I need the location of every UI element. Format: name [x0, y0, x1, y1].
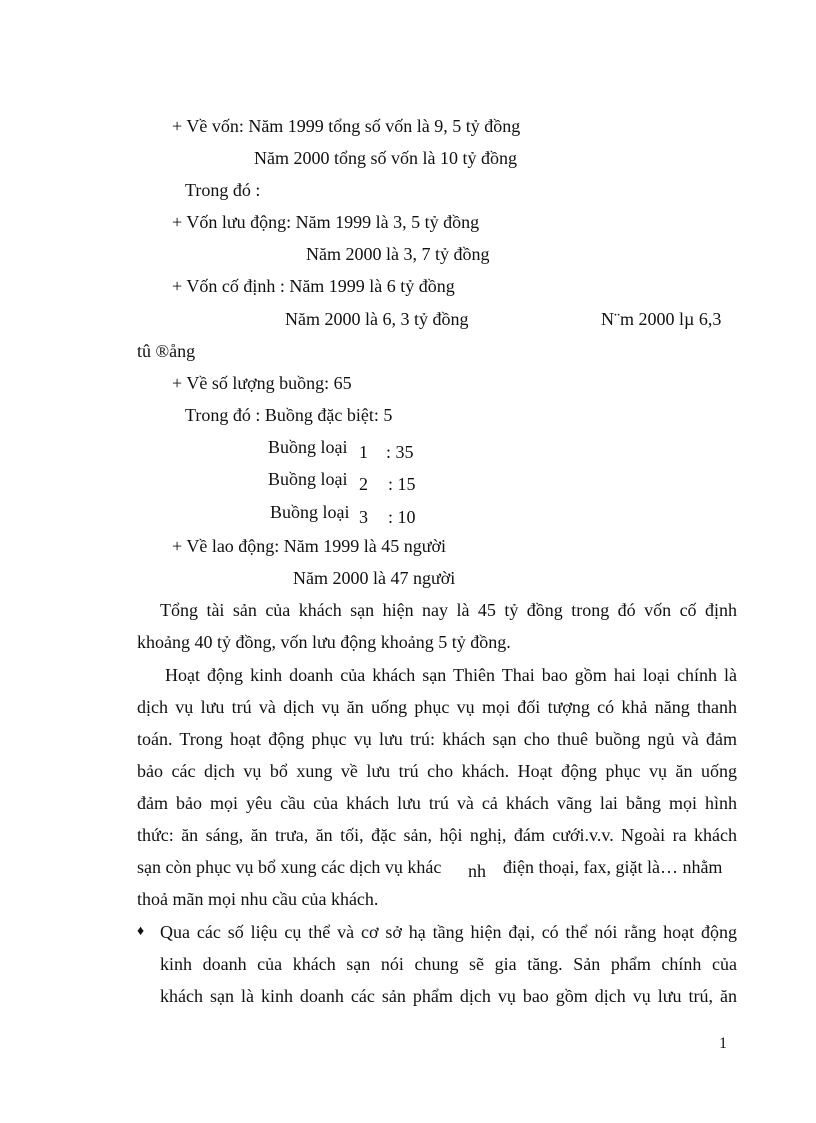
room-type-3-label: Buồng loại	[270, 502, 350, 522]
working-capital-1999: + Vốn lưu động: Năm 1999 là 3, 5 tỷ đồng	[172, 212, 480, 232]
business-line-7-fragment: nh	[468, 861, 486, 881]
fixed-capital-2000: Năm 2000 là 6, 3 tỷ đồng	[285, 309, 469, 329]
bullet-line-2: kinh doanh của khách sạn nói chung sẽ gia tăng. Sản phẩm chính của	[160, 954, 737, 974]
working-capital-2000: Năm 2000 là 3, 7 tỷ đồng	[306, 244, 490, 264]
business-line-8: thoả mãn mọi nhu cầu của khách.	[137, 889, 379, 909]
bullet-line-3: khách sạn là kinh doanh các sản phẩm dịch vụ bao gồm dịch vụ lưu trú, ăn	[160, 986, 737, 1006]
business-line-2: dịch vụ lưu trú và dịch vụ ăn uống phục vụ mọi đối tượng có khả năng thanh	[137, 697, 737, 717]
room-type-3-value: : 10	[388, 507, 416, 527]
room-type-3-number: 3	[359, 507, 368, 527]
capital-total-1999: + Về vốn: Năm 1999 tổng số vốn là 9, 5 tỷ đồng	[172, 116, 521, 136]
assets-line-2: khoảng 40 tỷ đồng, vốn lưu động khoảng 5 tỷ đồng.	[137, 632, 511, 652]
business-line-7b: điện thoại, fax, giặt là… nhằm	[503, 857, 723, 877]
rooms-total: + Về số lượng buồng: 65	[172, 373, 352, 393]
labor-1999: + Về lao động: Năm 1999 là 45 người	[172, 536, 447, 556]
bullet-line-1: Qua các số liệu cụ thể và cơ sở hạ tầng hiện đại, có thể nói rằng hoạt động	[160, 922, 737, 942]
business-line-7a: sạn còn phục vụ bổ xung các dịch vụ khác	[137, 857, 442, 877]
diamond-bullet-icon: ♦	[137, 924, 145, 939]
fixed-capital-1999: + Vốn cố định : Năm 1999 là 6 tỷ đồng	[172, 276, 455, 296]
business-line-5: đảm bảo mọi yêu cầu của khách lưu trú và cả khách vãng lai bằng mọi hình	[137, 793, 737, 813]
business-line-1: Hoạt động kinh doanh của khách sạn Thiên Thai bao gồm hai loại chính là	[165, 665, 737, 685]
capital-in-which: Trong đó :	[185, 180, 261, 200]
room-type-1-value: : 35	[386, 442, 414, 462]
room-type-2-label: Buồng loại	[268, 469, 348, 489]
capital-total-2000: Năm 2000 tổng số vốn là 10 tỷ đồng	[254, 148, 517, 168]
business-line-4: bảo các dịch vụ bổ xung về lưu trú cho khách. Hoạt động phục vụ ăn uống	[137, 761, 737, 781]
business-line-6: thức: ăn sáng, ăn trưa, ăn tối, đặc sản, hội nghị, đám cưới.v.v. Ngoài ra khách	[137, 825, 737, 845]
room-type-1-label: Buồng loại	[268, 437, 348, 457]
labor-2000: Năm 2000 là 47 người	[293, 568, 456, 588]
room-type-2-number: 2	[359, 474, 368, 494]
room-type-1-number: 1	[359, 442, 368, 462]
page-number: 1	[719, 1035, 727, 1052]
room-type-2-value: : 15	[388, 474, 416, 494]
garbled-text-1: N¨m 2000 lµ 6,3	[601, 309, 722, 329]
garbled-text-2: tû ®ång	[137, 341, 196, 361]
business-line-3: toán. Trong hoạt động phục vụ lưu trú: khách sạn cho thuê buồng ngủ và đảm	[137, 729, 737, 749]
rooms-special: Trong đó : Buồng đặc biệt: 5	[185, 405, 393, 425]
assets-line-1: Tổng tài sản của khách sạn hiện nay là 45 tỷ đồng trong đó vốn cố định	[160, 600, 737, 620]
